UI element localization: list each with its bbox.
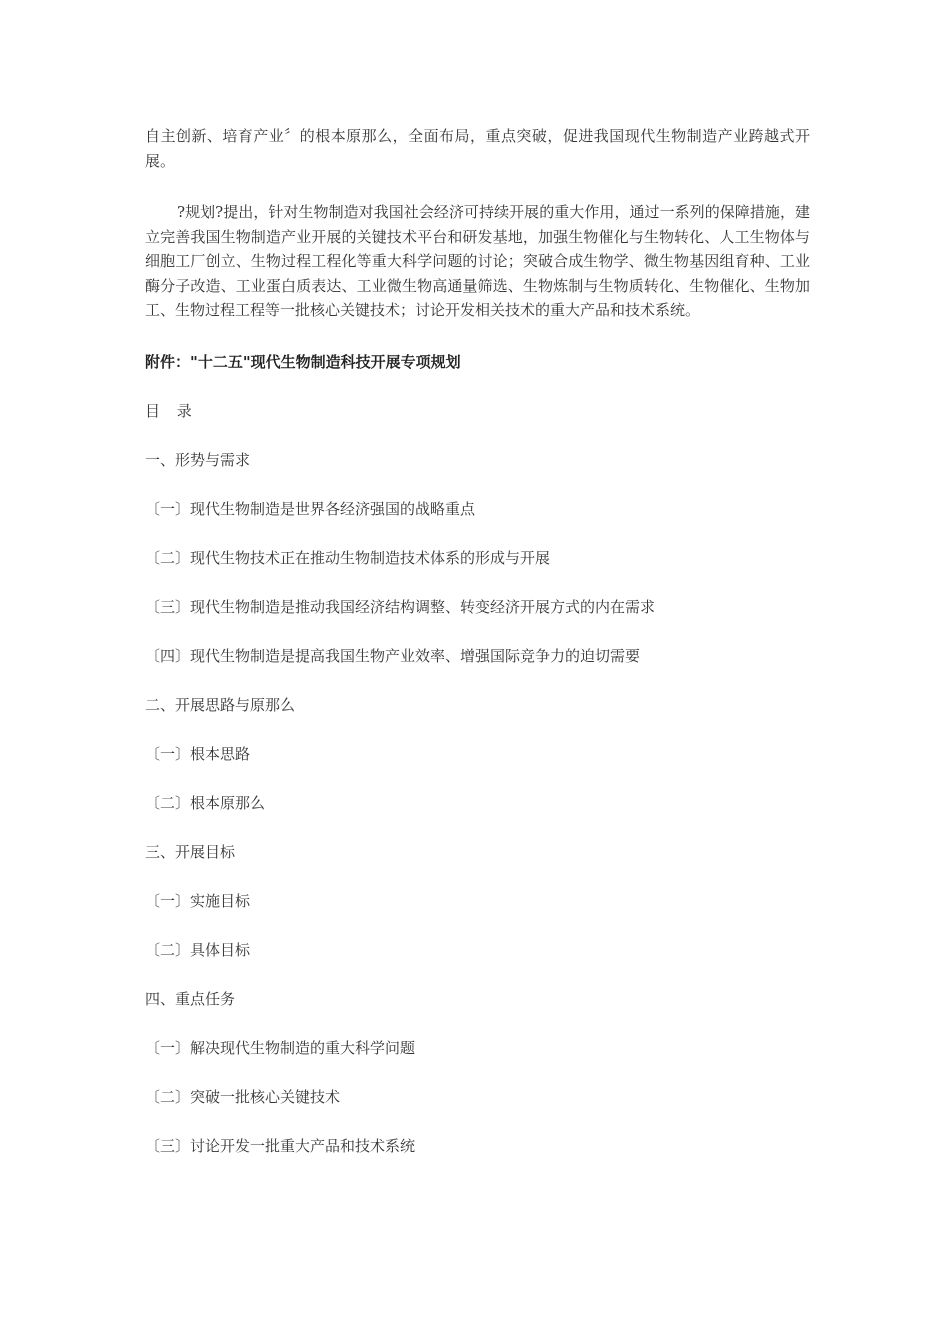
toc-item: 〔一〕根本思路 [145,744,251,763]
toc-item: 〔三〕讨论开发一批重大产品和技术系统 [145,1136,416,1155]
continued-paragraph: 自主创新、培育产业〞的根本原那么，全面布局，重点突破，促进我国现代生物制造产业跨越式开展。 [145,127,810,170]
toc-item: 〔二〕突破一批核心关键技术 [145,1087,341,1106]
toc-item: 〔四〕现代生物制造是提高我国生物产业效率、增强国际竞争力的迫切需要 [145,646,641,665]
toc-item: 〔一〕解决现代生物制造的重大科学问题 [145,1038,416,1057]
toc-item: 〔二〕具体目标 [145,940,251,959]
toc-list [145,449,810,1157]
toc-title: 目 录 [145,401,198,420]
toc-item: 〔一〕现代生物制造是世界各经济强国的战略重点 [145,499,476,518]
toc-item: 〔二〕现代生物技术正在推动生物制造技术体系的形成与开展 [145,548,551,567]
toc-item: 二、开展思路与原那么 [145,695,296,714]
attachment-heading: 附件："十二五"现代生物制造科技开展专项规划 [145,352,461,371]
toc-item: 〔二〕根本原那么 [145,793,266,812]
document-page [145,124,810,1184]
toc-item: 一、形势与需求 [145,450,251,469]
plan-summary-paragraph: ?规划?提出，针对生物制造对我国社会经济可持续开展的重大作用，通过一系列的保障措施，建立完善我国生物制造产业开展的关键技术平台和研发基地，加强生物催化与生物转化、人工生物体与细胞工厂创立、生物过程工程化等重大科学问题的讨论；突破合成生物学、微生物基因组育种、工业酶分子改造、工业蛋白质表达、工业微生物高通量筛选、生物炼制与生物质转化、生物催化、生物加工、生物过程工程等一批核心关键技术；讨论开发相关技术的重大产品和技术系统。 [145,203,810,319]
toc-item: 〔一〕实施目标 [145,891,251,910]
toc-item: 三、开展目标 [145,842,236,861]
toc-item: 〔三〕现代生物制造是推动我国经济结构调整、转变经济开展方式的内在需求 [145,597,656,616]
toc-item: 四、重点任务 [145,989,236,1008]
